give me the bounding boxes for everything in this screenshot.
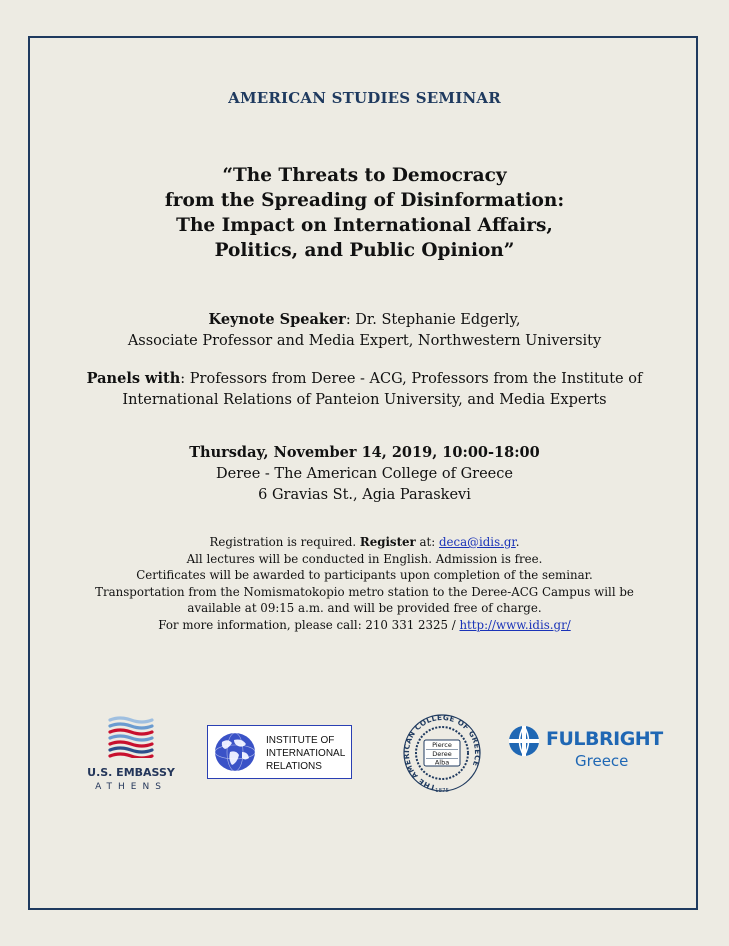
- embassy-name: U.S. EMBASSY: [87, 766, 175, 779]
- embassy-city: ATHENS: [95, 782, 167, 792]
- keynote-role: Associate Professor and Media Expert, Northwestern University: [127, 333, 602, 349]
- event-address: 6 Gravias St., Agia Paraskevi: [258, 487, 471, 503]
- fulbright-globe-icon: [508, 725, 540, 757]
- event-datetime: Thursday, November 14, 2019, 10:00-18:00: [189, 444, 540, 461]
- acg-seal-logo: [402, 712, 482, 796]
- contact-line: [0, 617, 729, 634]
- info-block: [0, 534, 729, 633]
- iir-line-2: INTERNATIONAL: [266, 748, 346, 759]
- title-line: “The Threats to Democracy: [222, 165, 507, 186]
- flag-stripes-icon: [107, 716, 155, 758]
- contact-text: For more information, please call: 210 331 2325 /: [158, 617, 460, 632]
- registration-period: .: [515, 535, 520, 549]
- keynote-speaker: : Dr. Stephanie Edgerly,: [345, 312, 521, 328]
- title-line: The Impact on International Affairs,: [176, 215, 553, 236]
- us-embassy-logo: [83, 716, 179, 792]
- register-label: Register: [359, 535, 416, 549]
- panels-label: Panels with: [86, 370, 181, 387]
- fulbright-name: FULBRIGHT: [546, 728, 663, 750]
- acg-seal-icon: [402, 712, 482, 796]
- seminar-title: [0, 163, 729, 263]
- iir-line-1: INSTITUTE OF: [266, 735, 335, 746]
- website-link[interactable]: http://www.idis.gr/: [459, 617, 571, 632]
- acg-word-1: Pierce: [432, 741, 452, 749]
- globe-icon: [212, 730, 258, 774]
- event-block: [0, 442, 729, 506]
- keynote-block: [0, 309, 729, 352]
- panels-block: [0, 368, 729, 411]
- transport-line-2: available at 09:15 a.m. and will be provided free of charge.: [187, 601, 542, 615]
- language-line: All lectures will be conducted in English. Admission is free.: [186, 551, 543, 566]
- title-line: Politics, and Public Opinion”: [214, 240, 515, 261]
- registration-text: Registration is required.: [209, 535, 360, 549]
- acg-word-2: Deree: [432, 750, 452, 758]
- keynote-label: Keynote Speaker: [208, 311, 346, 328]
- acg-word-3: Alba: [434, 758, 450, 767]
- fulbright-logo: [508, 722, 668, 772]
- seminar-heading: AMERICAN STUDIES SEMINAR: [228, 89, 501, 107]
- iir-line-3: RELATIONS: [266, 761, 322, 772]
- certificates-line: Certificates will be awarded to participants upon completion of the seminar.: [136, 568, 593, 582]
- registration-at: at:: [415, 535, 439, 549]
- fulbright-country: Greece: [575, 752, 629, 770]
- event-venue: Deree - The American College of Greece: [216, 466, 513, 482]
- acg-year: 1875: [435, 788, 449, 794]
- panels-text-1: : Professors from Deree - ACG, Professors from the Institute of: [180, 371, 643, 387]
- title-line: from the Spreading of Disinformation:: [164, 190, 565, 211]
- email-link[interactable]: deca@idis.gr: [439, 535, 516, 549]
- iir-name: [266, 734, 345, 773]
- panels-text-2: International Relations of Panteion University, and Media Experts: [122, 392, 607, 408]
- registration-line: [0, 534, 729, 551]
- acg-ring-text: THE AMERICAN COLLEGE OF GREECE: [402, 712, 482, 793]
- iir-logo: [207, 725, 352, 779]
- transport-line-1: Transportation from the Nomismatokopio metro station to the Deree-ACG Campus will be: [95, 584, 634, 599]
